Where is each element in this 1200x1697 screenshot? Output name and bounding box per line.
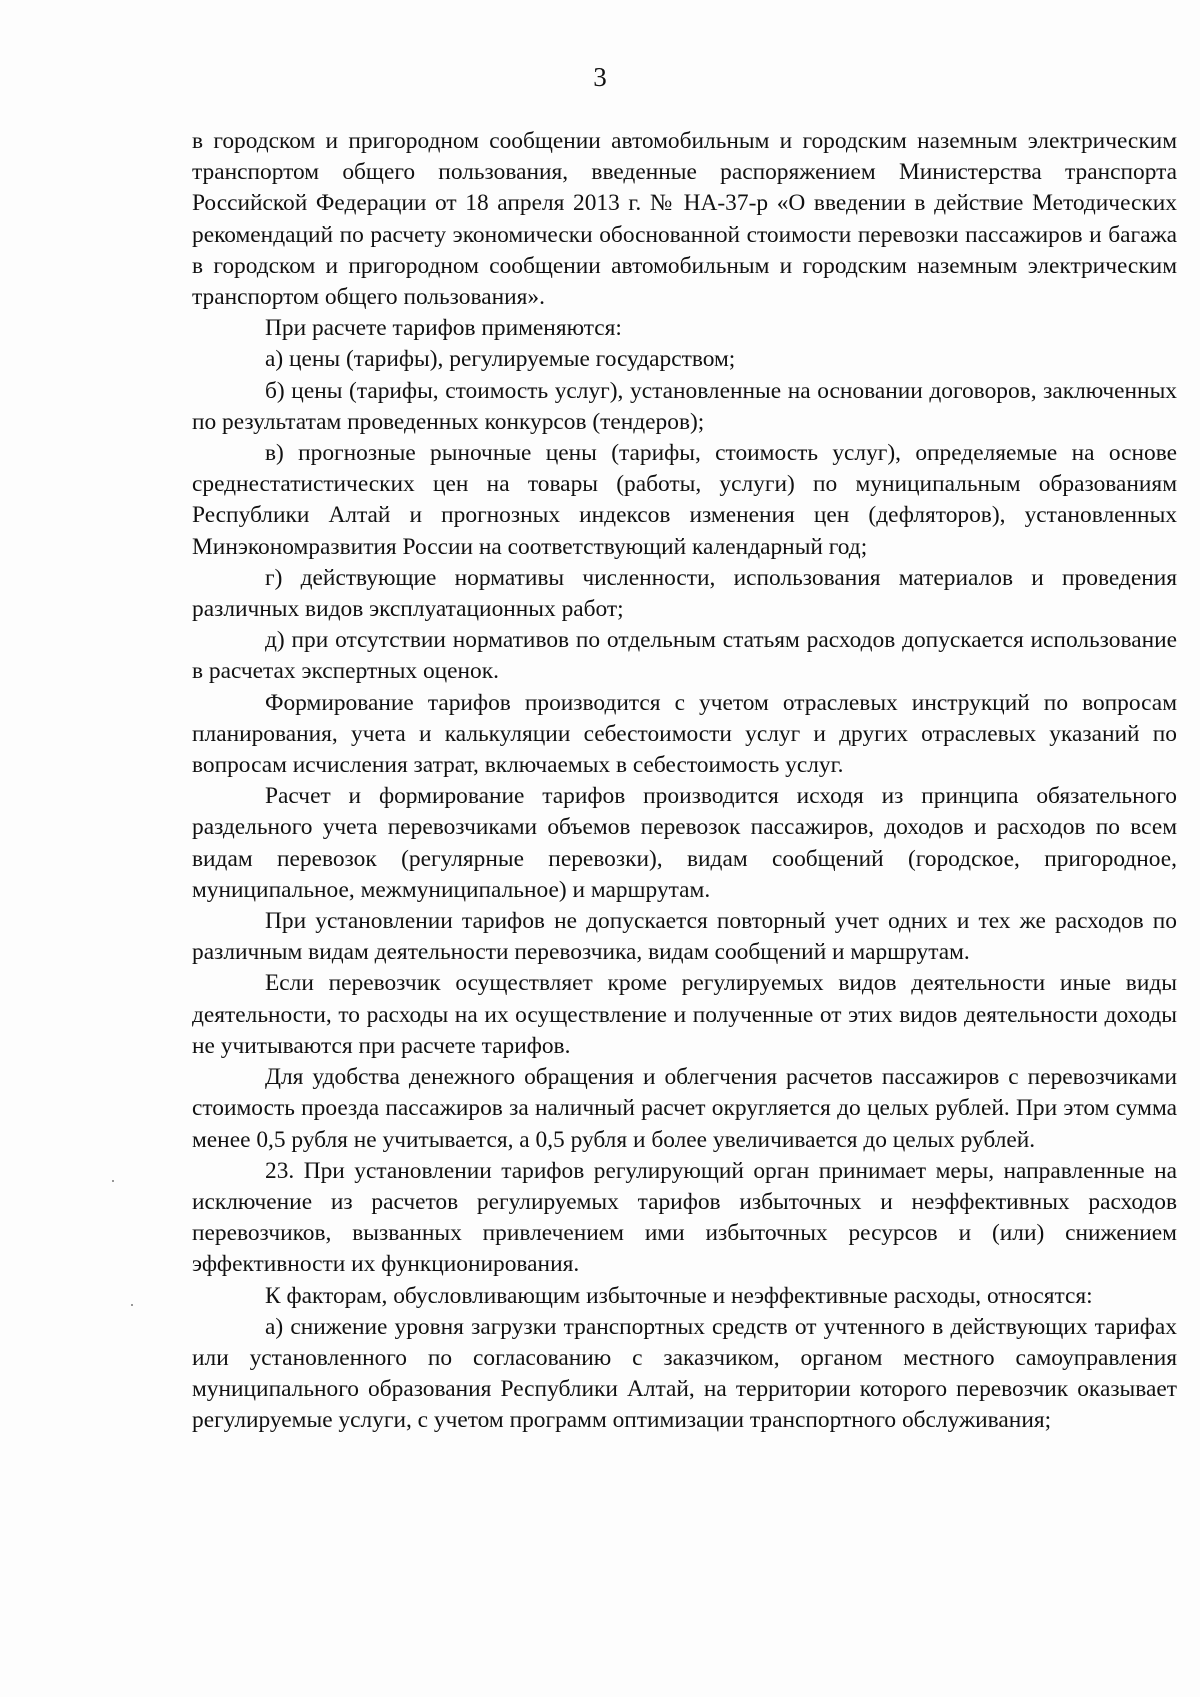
list-item-d: д) при отсутствии нормативов по отдельным статьям расходов допускается использование в расчетах экспертных оценок. [192,627,1177,685]
paragraph-tariff-calculation-intro: При расчете тарифов применяются: [265,315,622,342]
list-item-g: г) действующие нормативы численности, использования материалов и проведения различных видов эксплуатационных работ; [192,564,1177,623]
list-item-b: б) цены (тарифы, стоимость услуг), установленные на основании договоров, заключенных по результатам проведенных конкурсов (тендеров); [192,377,1177,435]
list-item-factor-a: а) снижение уровня загрузки транспортных средств от учтенного в действующих тарифах или установленного по согласованию с заказчиком, органом местного самоуправления муниципального образования Республики Алтай, на территории которого перевозчик оказывает регулируемые услуги, с учетом программ оптимизации транспортного обслуживания; [192,1313,1177,1434]
paragraph-rounding: Для удобства денежного обращения и облегчения расчетов пассажиров с перевозчиками стоимость проезда пассажиров за наличный расчет округляется до целых рублей. При этом сумма менее 0,5 рубля не учитывается, а 0,5 рубля и более увеличивается до целых рублей. [192,1064,1177,1153]
paragraph-separate-accounting: Расчет и формирование тарифов производится исходя из принципа обязательного раздельного учета перевозчиками объемов перевозок пассажиров, доходов и расходов по всем видам перевозок (регулярные перевозки), видам сообщений (городское, пригородное, муниципальное, межмуниципальное) и маршрутам. [192,783,1177,903]
paragraph-tariff-formation: Формирование тарифов производится с учетом отраслевых инструкций по вопросам планирования, учета и калькуляции себестоимости услуг и других отраслевых указаний по вопросам исчисления затрат, включаемых в себестоимость услуг. [192,689,1177,779]
scan-speck [131,1304,133,1306]
list-item-v: в) прогнозные рыночные цены (тарифы, стоимость услуг), определяемые на основе среднестатистических цен на товары (работы, услуги) по муниципальным образованиям Республики Алтай и прогнозных индексов изменения цен (дефляторов), установленных Минэкономразвития России на соответствующий календарный год; [192,440,1177,560]
paragraph-factors-intro: К факторам, обусловливающим избыточные и неэффективные расходы, относятся: [265,1282,1093,1309]
scan-speck [112,1180,114,1182]
paragraph-section-23: 23. При установлении тарифов регулирующий орган принимает меры, направленные на исключение из расчетов регулируемых тарифов избыточных и неэффективных расходов перевозчиков, вызванных привлечением ими избыточных ресурсов и (или) снижением эффективности их функционирования. [192,1157,1177,1278]
paragraph-no-double-counting: При установлении тарифов не допускается повторный учет одних и тех же расходов по различным видам деятельности перевозчика, видам сообщений и маршрутам. [192,908,1177,966]
paragraph-other-activities: Если перевозчик осуществляет кроме регулируемых видов деятельности иные виды деятельности, то расходы на их осуществление и полученные от этих видов деятельности доходы не учитываются при расчете тарифов. [192,970,1177,1059]
page-number: 3 [593,62,607,92]
document-body [192,126,1177,1437]
list-item-a: а) цены (тарифы), регулируемые государством; [265,346,736,373]
paragraph-continuation: в городском и пригородном сообщении автомобильным и городским наземным электрическим транспортом общего пользования, введенные распоряжением Министерства транспорта Российской Федерации от 18 апреля 2013 г. № НА-37-р «О введении в действие Методических рекомендаций по расчету экономически обоснованной стоимости перевозки пассажиров и багажа в городском и пригородном сообщении автомобильным и городским наземным электрическим транспортом общего пользования». [192,128,1177,311]
